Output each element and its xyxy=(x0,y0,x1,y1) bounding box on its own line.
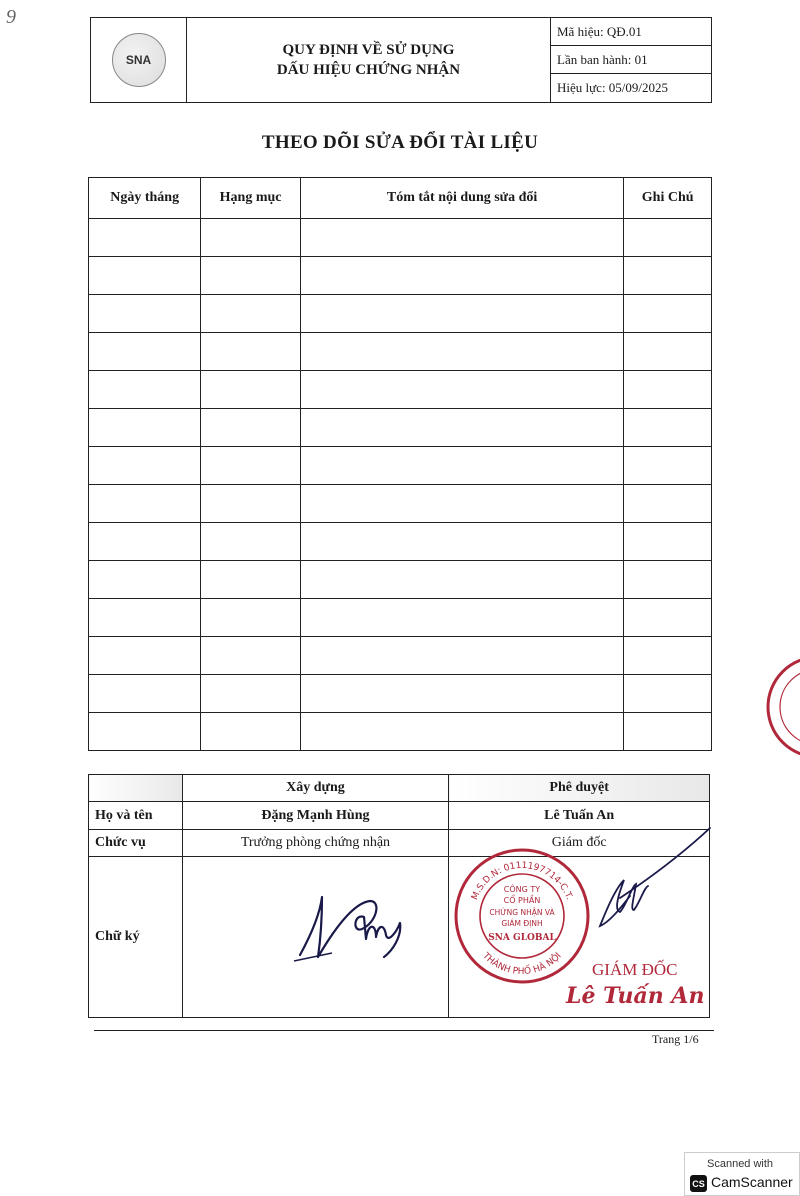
stamp-line5: SNA GLOBAL xyxy=(488,933,556,943)
row-label-name: Họ và tên xyxy=(89,802,183,830)
table-row xyxy=(89,713,712,751)
table-cell xyxy=(201,333,301,371)
camscanner-watermark xyxy=(684,1152,800,1196)
table-cell xyxy=(300,257,623,295)
sna-logo-icon: SNA xyxy=(112,33,166,87)
stamp-line3: CHỨNG NHẬN VÀ xyxy=(489,908,555,917)
table-cell xyxy=(300,675,623,713)
table-cell xyxy=(201,713,301,751)
table-cell xyxy=(89,599,201,637)
watermark-name: CamScanner xyxy=(711,1174,793,1190)
table-cell xyxy=(89,523,201,561)
table-cell xyxy=(300,409,623,447)
table-cell xyxy=(624,409,712,447)
table-cell xyxy=(624,371,712,409)
column-header-date: Ngày tháng xyxy=(89,178,201,219)
table-cell xyxy=(89,409,201,447)
table-cell xyxy=(300,333,623,371)
table-cell xyxy=(89,675,201,713)
table-cell xyxy=(201,447,301,485)
table-cell xyxy=(624,561,712,599)
table-row xyxy=(89,485,712,523)
table-cell xyxy=(201,485,301,523)
table-row xyxy=(89,523,712,561)
table-cell xyxy=(201,523,301,561)
table-row xyxy=(89,447,712,485)
approver-name: Lê Tuấn An xyxy=(449,802,710,830)
header-title-line1: QUY ĐỊNH VỀ SỬ DỤNG xyxy=(282,42,455,58)
table-cell xyxy=(201,637,301,675)
builder-signature xyxy=(292,883,412,963)
revision-table-body xyxy=(89,219,712,751)
document-header xyxy=(90,17,712,103)
partial-stamp-mark xyxy=(766,653,800,761)
page-number: Trang 1/6 xyxy=(652,1032,699,1046)
table-row xyxy=(89,599,712,637)
table-cell xyxy=(201,561,301,599)
table-cell xyxy=(300,485,623,523)
table-cell xyxy=(624,295,712,333)
builder-name: Đặng Mạnh Hùng xyxy=(182,802,449,830)
table-cell xyxy=(624,675,712,713)
table-cell xyxy=(624,447,712,485)
column-header-approve: Phê duyệt xyxy=(449,775,710,802)
table-cell xyxy=(624,257,712,295)
table-cell xyxy=(624,219,712,257)
approver-signature xyxy=(560,826,720,936)
builder-title: Trưởng phòng chứng nhận xyxy=(182,830,449,857)
row-label-signature: Chữ ký xyxy=(89,857,183,1018)
revision-table-header xyxy=(89,178,712,219)
table-cell xyxy=(624,637,712,675)
table-cell xyxy=(624,333,712,371)
table-cell xyxy=(300,295,623,333)
approval-corner-cell xyxy=(89,775,183,802)
table-cell xyxy=(201,219,301,257)
table-cell xyxy=(89,257,201,295)
table-row xyxy=(89,219,712,257)
table-cell xyxy=(624,713,712,751)
table-row xyxy=(89,409,712,447)
table-cell xyxy=(89,333,201,371)
company-logo xyxy=(91,18,187,102)
approver-title: Giám đốc xyxy=(449,830,710,857)
table-cell xyxy=(201,409,301,447)
effective-date: Hiệu lực: 05/09/2025 xyxy=(557,80,669,95)
column-header-note: Ghi Chú xyxy=(624,178,712,219)
table-row xyxy=(89,333,712,371)
table-row xyxy=(89,371,712,409)
camscanner-logo-icon: CS xyxy=(690,1175,707,1192)
stamp-ring-text: M.S.D.N: 0111197714-C.T. xyxy=(470,860,574,902)
table-cell xyxy=(300,219,623,257)
table-cell xyxy=(300,523,623,561)
footer-divider xyxy=(94,1030,714,1031)
page-title: THEO DÕI SỬA ĐỔI TÀI LIỆU xyxy=(261,132,539,153)
row-label-title: Chức vụ xyxy=(89,830,183,857)
watermark-top-text: Scanned with xyxy=(707,1158,774,1170)
column-header-item: Hạng mục xyxy=(201,178,301,219)
table-cell xyxy=(624,485,712,523)
table-cell xyxy=(300,713,623,751)
stamp-bottom-text: THÀNH PHỐ HÀ NỘI xyxy=(480,951,564,978)
table-cell xyxy=(89,637,201,675)
signature-name: Lê Tuấn An xyxy=(566,983,705,1009)
table-row xyxy=(89,295,712,333)
header-title-line2: DẤU HIỆU CHỨNG NHẬN xyxy=(276,62,461,78)
header-meta xyxy=(551,18,711,102)
stamp-line2: CỔ PHẦN xyxy=(503,896,541,905)
handwritten-mark: 9 xyxy=(6,6,16,28)
table-row xyxy=(89,637,712,675)
header-title xyxy=(187,18,551,102)
stamp-line1: CÔNG TY xyxy=(503,885,541,894)
table-cell xyxy=(300,371,623,409)
stamp-line4: GIÁM ĐỊNH xyxy=(501,919,543,928)
table-cell xyxy=(201,295,301,333)
table-cell xyxy=(300,637,623,675)
table-cell xyxy=(300,447,623,485)
table-cell xyxy=(300,561,623,599)
document-code: Mã hiệu: QĐ.01 xyxy=(551,18,711,46)
table-cell xyxy=(89,713,201,751)
table-cell xyxy=(201,257,301,295)
table-row xyxy=(89,257,712,295)
table-cell xyxy=(89,485,201,523)
table-cell xyxy=(201,371,301,409)
table-cell xyxy=(624,599,712,637)
table-row xyxy=(89,675,712,713)
table-cell xyxy=(89,219,201,257)
signature-position-label: GIÁM ĐỐC xyxy=(592,960,678,979)
issue-number: Lần ban hành: 01 xyxy=(551,46,711,74)
table-cell xyxy=(300,599,623,637)
table-cell xyxy=(201,599,301,637)
table-cell xyxy=(201,675,301,713)
table-cell xyxy=(89,371,201,409)
table-row xyxy=(89,561,712,599)
column-header-summary: Tóm tắt nội dung sửa đổi xyxy=(300,178,623,219)
table-cell xyxy=(89,561,201,599)
table-cell xyxy=(89,295,201,333)
table-cell xyxy=(89,447,201,485)
table-cell xyxy=(624,523,712,561)
column-header-build: Xây dựng xyxy=(182,775,449,802)
revision-table xyxy=(88,177,712,751)
